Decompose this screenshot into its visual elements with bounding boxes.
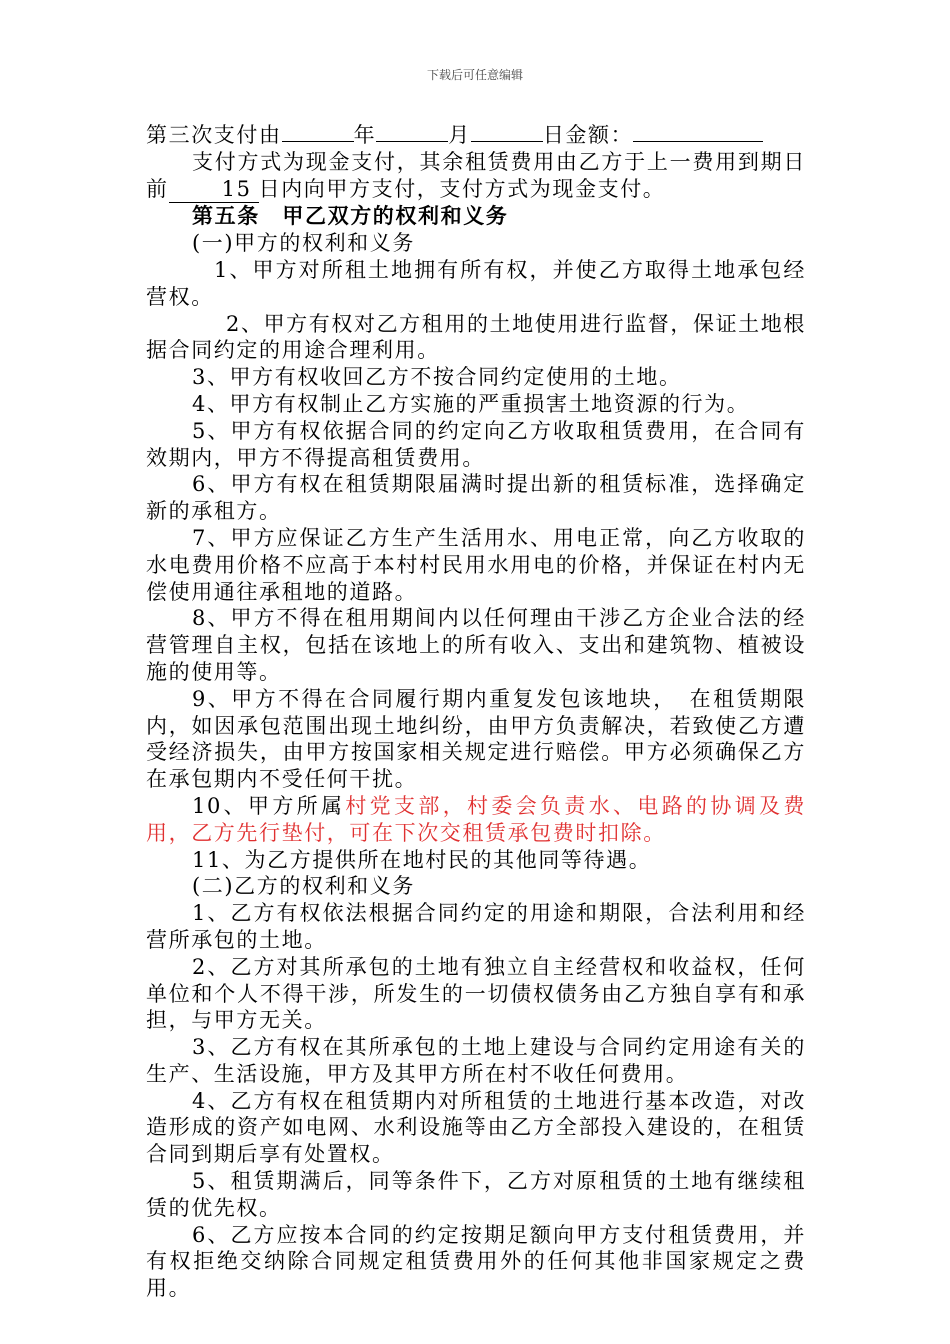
party-b-item: 2、乙方对其所承包的土地有独立自主经营权和收益权，任何单位和个人不得干涉，所发生的一切债权债务由乙方独自享有和承担，与甲方无关。 [146,954,806,1033]
party-b-heading: (二)乙方的权利和义务 [192,874,415,899]
day-amount-label: 日金额： [542,123,634,147]
party-a-item: 8、甲方不得在租用期间内以任何理由干涉乙方企业合法的经营管理自主权，包括在该地上的所有收入、支出和建筑物、植被设施的使用等。 [146,606,806,684]
party-a-item: 2、甲方有权对乙方租用的土地使用进行监督，保证土地根据合同约定的用途合理利用。 [146,311,806,363]
party-a-item: 5、甲方有权依据合同的约定向乙方收取租赁费用，在合同有效期内，甲方不得提高租赁费用。 [146,418,806,470]
party-a-heading: (一)甲方的权利和义务 [192,231,415,256]
party-b-item: 4、乙方有权在租赁期内对所租赁的土地进行基本改造，对改造形成的资产如电网、水利设施等由乙方全部投入建设的，在租赁合同到期后享有处置权。 [146,1088,806,1167]
payment-method-text: 支付方式为现金支付，其余租赁费用由乙方于上一费用到期日前 [146,149,806,201]
blank-month-field[interactable] [376,121,448,142]
party-a-item-10 [146,793,806,847]
item10-prefix: 10、甲方所属 [192,793,346,818]
party-a-item: 7、甲方应保证乙方生产生活用水、用电正常，向乙方收取的水电费用价格不应高于本村村民用水用电的价格，并保证在村内无偿使用通往承租地的道路。 [146,525,806,604]
blank-year-field[interactable] [282,121,354,142]
blank-amount-field[interactable] [633,121,763,142]
party-a-item: 9、甲方不得在合同履行期内重复发包该地块， 在租赁期限内，如因承包范围出现土地纠纷，由甲方负责解决，若致使乙方遭受经济损失，由甲方按国家相关规定进行赔偿。甲方必须确保乙方在承包期内不受任何干扰。 [146,686,806,792]
party-b-item: 1、乙方有权依法根据合同约定的用途和期限，合法利用和经营所承包的土地。 [146,901,806,952]
party-a-item: 1、甲方对所租土地拥有所有权，并使乙方取得土地承包经营权。 [146,257,806,309]
party-b-item: 3、乙方有权在其所承包的土地上建设与合同约定用途有关的生产、生活设施，甲方及其甲方所在村不收任何费用。 [146,1035,806,1086]
payment-prefix: 第三次支付由 [146,123,282,147]
party-b-item: 5、租赁期满后，同等条件下，乙方对原租赁的土地有继续租赁的优先权。 [146,1169,806,1220]
item10-highlight: 村党支部，村委会负责水、电路的协调及费用，乙方先行垫付，可在下次交租赁承包费时扣除。 [146,793,806,845]
year-label: 年 [353,123,377,147]
party-a-item: 3、甲方有权收回乙方不按合同约定使用的土地。 [192,365,682,390]
payment-method-paragraph [146,149,806,204]
third-payment-line [146,121,806,149]
document-body [146,121,806,1302]
blank-day-field[interactable] [471,121,543,142]
month-label: 月 [448,123,471,147]
page-header: 下载后可任意编辑 [426,68,523,82]
party-a-item: 4、甲方有权制止乙方实施的严重损害土地资源的行为。 [192,391,750,416]
payment-method-tail: 日内向甲方支付，支付方式为现金支付。 [258,176,666,201]
party-a-item: 11、为乙方提供所在地村民的其他同等待遇。 [192,847,652,872]
party-a-item: 6、甲方有权在租赁期限届满时提出新的租赁标准，选择确定新的承租方。 [146,472,806,524]
party-b-item: 6、乙方应按本合同的约定按期足额向甲方支付租赁费用，并有权拒绝交纳除合同规定租赁费用外的任何其他非国家规定之费用。 [146,1222,806,1301]
days-value: 15 [169,176,259,204]
article5-title: 第五条 甲乙双方的权利和义务 [192,203,509,229]
